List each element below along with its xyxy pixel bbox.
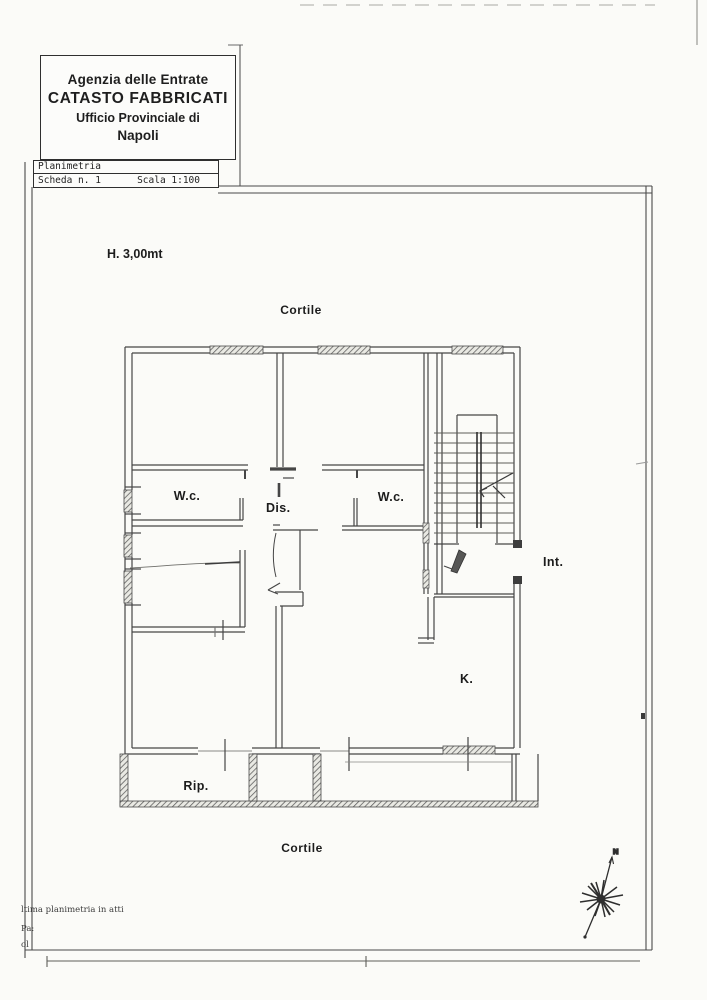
plan-labels [107,247,563,855]
letterhead-box [40,55,236,160]
staircase [418,353,514,643]
floor-plan [120,346,538,807]
footer-note-line3: ol [21,940,29,950]
wall-upper-divider [270,353,296,497]
wall-left [124,347,141,754]
scale-value: Scala 1:100 [137,175,200,186]
compass-rose [580,847,623,939]
room-label-dis: Dis. [266,501,291,515]
height-note: H. 3,00mt [107,247,163,261]
room-label-wc-right: W.c. [377,490,405,504]
wall-wc-right [322,465,424,530]
doc-type-label: Planimetria [34,161,218,174]
sheet-scale-row [34,174,218,187]
courtyard-bottom-label: Cortile [281,841,323,855]
footer-note-line2: Pa: [21,924,35,934]
room-label-kitchen: K. [460,672,474,686]
central-shaft [268,525,318,748]
footer-note-line1: ltima planimetria in atti [21,905,124,915]
city-name: Napoli [117,128,159,143]
agency-name: Agenzia delle Entrate [67,72,209,87]
wall-bottom [125,737,520,771]
room-label-int: Int. [543,555,564,569]
wall-right [513,347,522,748]
courtyard-top-label: Cortile [280,303,322,317]
wall-top [125,346,520,354]
room-label-wc-left: W.c. [173,489,201,503]
north-label: N [613,847,619,856]
sheet-number: Scheda n. 1 [38,175,101,186]
wall-middle-left-room [130,550,245,640]
registry-name: CATASTO FABBRICATI [47,90,229,107]
office-line: Ufficio Provinciale di [76,111,200,125]
sheet-info-box [33,160,219,188]
room-label-rip: Rip. [183,779,209,793]
